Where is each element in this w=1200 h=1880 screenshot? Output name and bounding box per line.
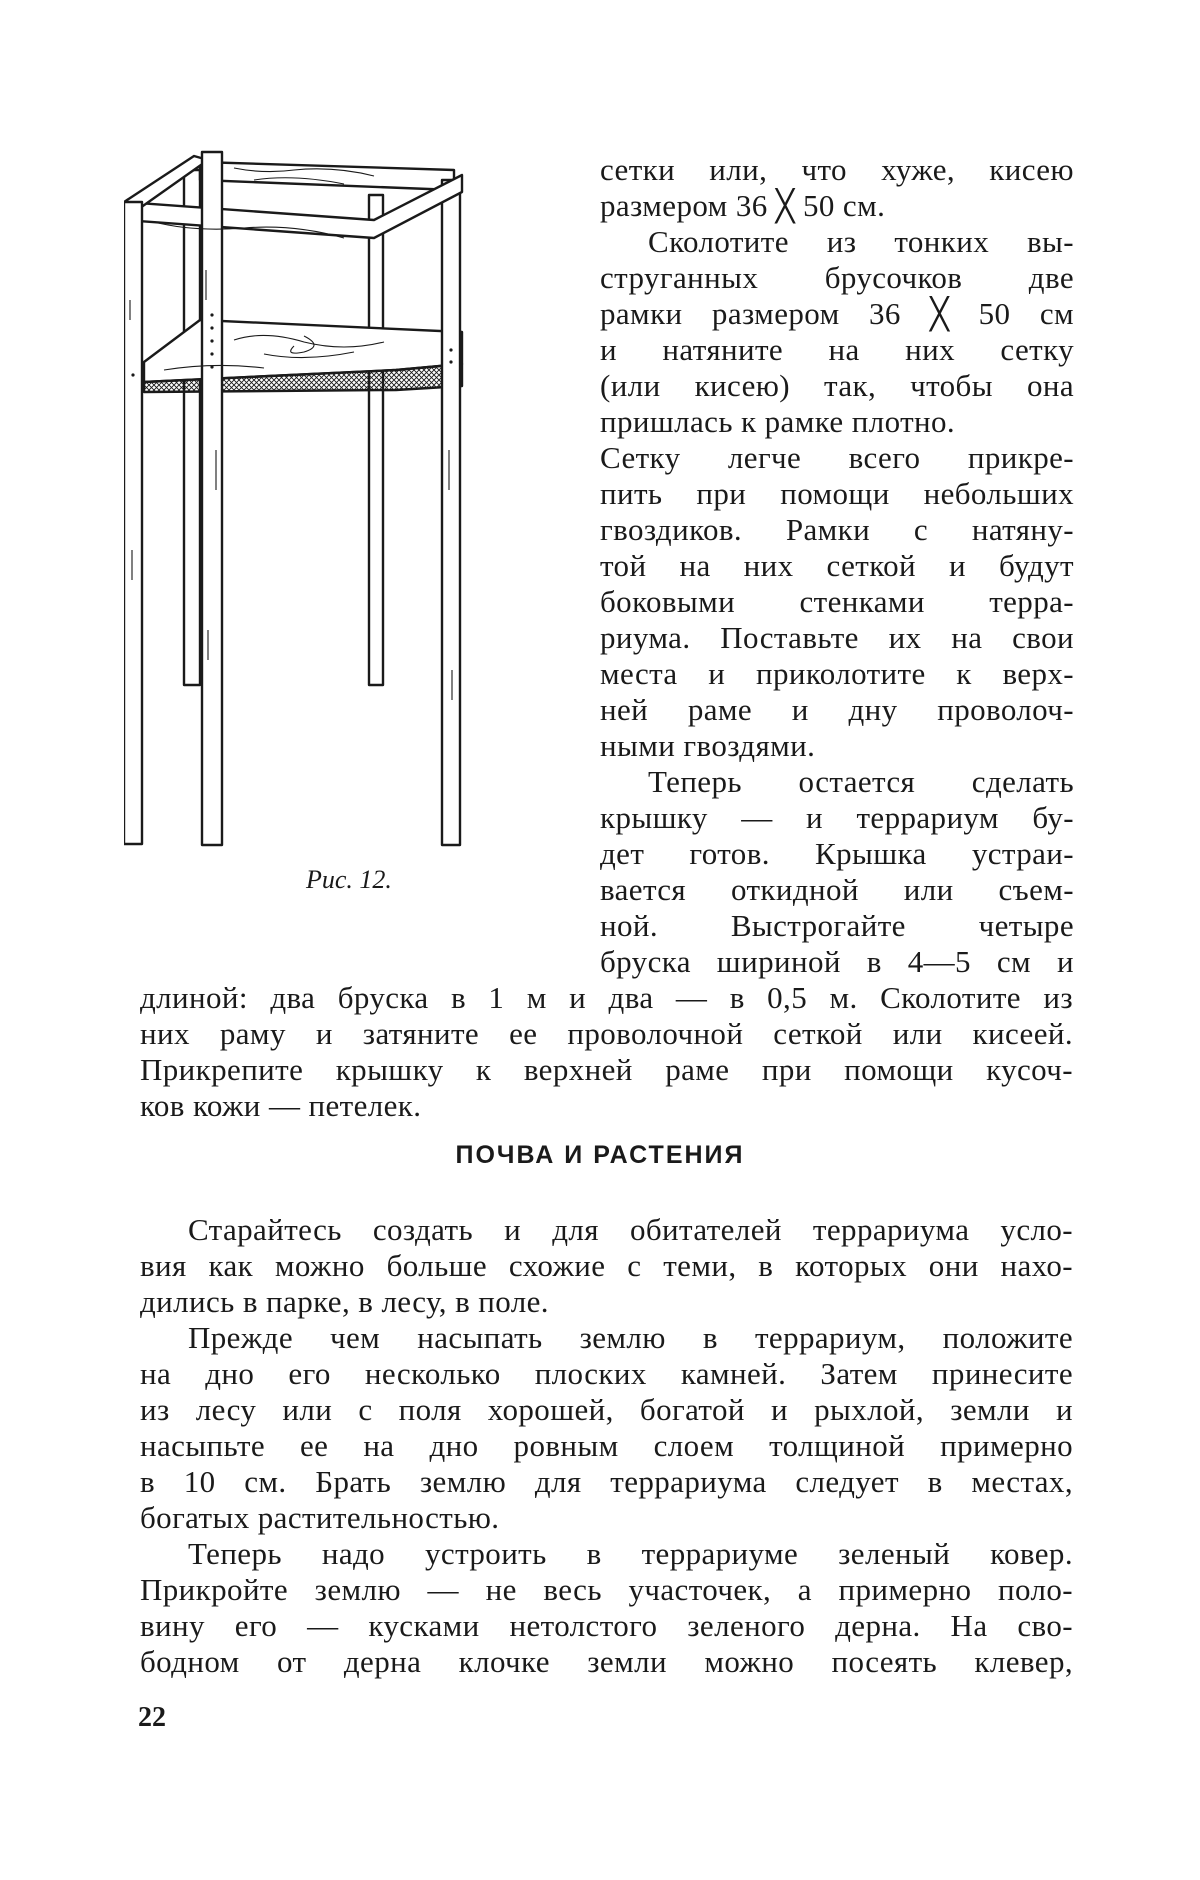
- text-line: Теперь остается сделать: [648, 764, 1074, 799]
- text-line: ней раме и дну проволоч-: [600, 692, 1074, 727]
- text-line: Сетку легче всего прикре-: [600, 440, 1074, 475]
- figure-caption: Рис. 12.: [306, 865, 392, 894]
- text-line: Сколотите из тонких вы-: [648, 224, 1074, 259]
- text-line: той на них сеткой и будут: [600, 548, 1074, 583]
- text-line: струганных брусочков две: [600, 260, 1074, 295]
- page-number: 22: [138, 1702, 166, 1733]
- text-line: риума. Поставьте их на свои: [600, 620, 1074, 655]
- text-line: богатых растительностью.: [140, 1500, 500, 1535]
- text-line: в 10 см. Брать землю для террариума следует в местах,: [140, 1464, 1073, 1499]
- text-line: ков кожи — петелек.: [140, 1088, 422, 1123]
- text-line: и натяните на них сетку: [600, 332, 1074, 367]
- text-line: пить при помощи небольших: [600, 476, 1074, 511]
- text-line: бруска шириной в 4—5 см и: [600, 944, 1074, 979]
- text-line: размером 36 ╳ 50 см.: [600, 188, 886, 223]
- text-line: бодном от дерна клочке земли можно посеять клевер,: [140, 1644, 1073, 1679]
- text-line: Старайтесь создать и для обитателей террариума усло-: [188, 1212, 1073, 1247]
- text-line: из лесу или с поля хорошей, богатой и рыхлой, земли и: [140, 1392, 1073, 1427]
- text-line: насыпьте ее на дно ровным слоем толщиной примерно: [140, 1428, 1073, 1463]
- text-line: ной. Выстрогайте четыре: [600, 908, 1074, 943]
- text-line: (или кисею) так, чтобы она: [600, 368, 1074, 403]
- text-line: Прикройте землю — не весь участочек, а примерно поло-: [140, 1572, 1073, 1607]
- text-line: них раму и затяните ее проволочной сеткой или кисеей.: [140, 1016, 1073, 1051]
- text-line: пришлась к рамке плотно.: [600, 404, 956, 439]
- section-heading: ПОЧВА И РАСТЕНИЯ: [455, 1141, 745, 1169]
- text-line: боковыми стенками терра-: [600, 584, 1074, 619]
- text-line: Прежде чем насыпать землю в террариум, положите: [188, 1320, 1073, 1355]
- text-line: вается откидной или съем-: [600, 872, 1074, 907]
- terrarium-frame-illustration: [124, 150, 564, 850]
- text-line: рамки размером 36 ╳ 50 см: [600, 296, 1074, 331]
- text-line: Прикрепите крышку к верхней раме при помощи кусоч-: [140, 1052, 1073, 1087]
- text-line: вия как можно больше схожие с теми, в которых они нахо-: [140, 1248, 1073, 1283]
- text-line: длиной: два бруска в 1 м и два — в 0,5 м. Сколотите из: [140, 980, 1073, 1015]
- text-line: места и приколотите к верх-: [600, 656, 1074, 691]
- text-line: дились в парке, в лесу, в поле.: [140, 1284, 549, 1319]
- text-line: крышку — и террариум бу-: [600, 800, 1074, 835]
- text-line: ными гвоздями.: [600, 728, 816, 763]
- text-line: дет готов. Крышка устраи-: [600, 836, 1074, 871]
- text-line: на дно его несколько плоских камней. Затем принесите: [140, 1356, 1073, 1391]
- text-line: вину его — кусками нетолстого зеленого дерна. На сво-: [140, 1608, 1073, 1643]
- text-line: гвоздиков. Рамки с натяну-: [600, 512, 1074, 547]
- text-line: Теперь надо устроить в террариуме зеленый ковер.: [188, 1536, 1073, 1571]
- text-line: сетки или, что хуже, кисею: [600, 152, 1074, 187]
